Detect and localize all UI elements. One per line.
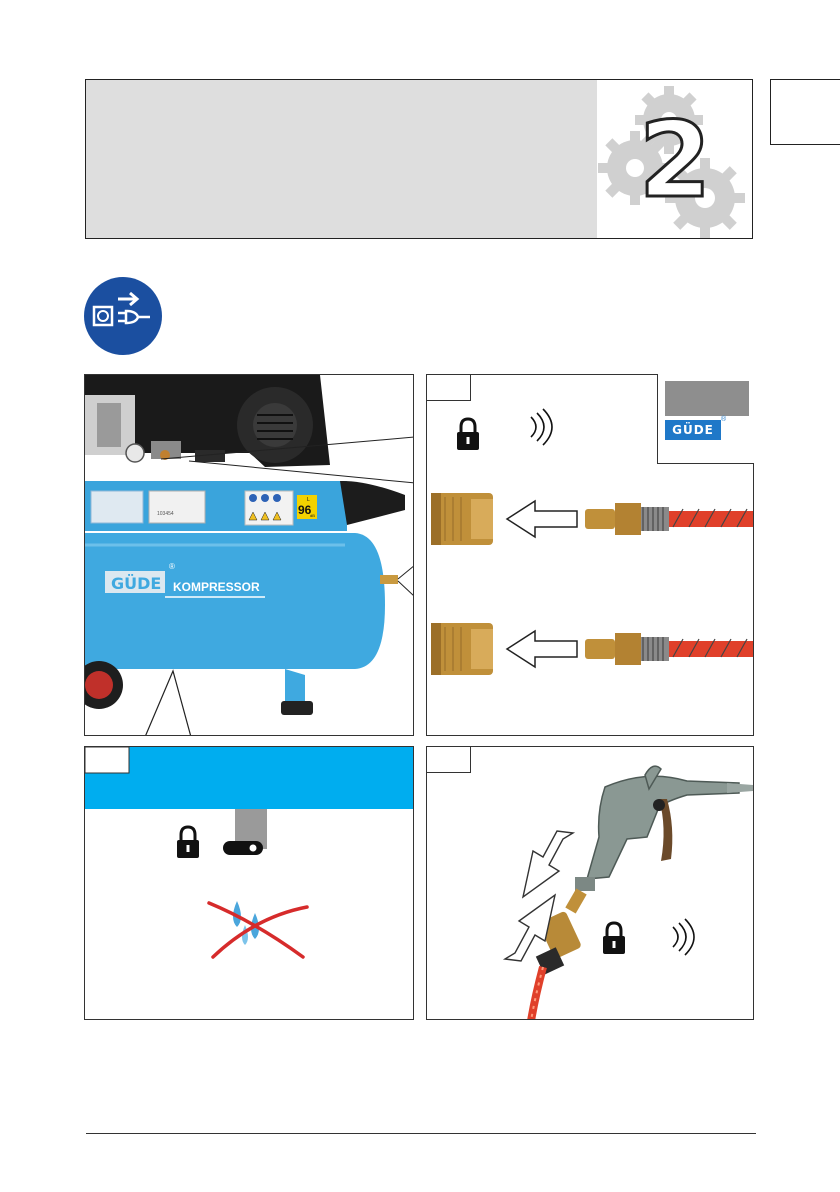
side-tab [770,79,840,145]
pressure-gauge [126,444,144,462]
male-plug-1 [585,503,754,535]
svg-text:L: L [307,497,310,503]
lock-icon [457,419,479,450]
step-number: 2 [638,99,712,221]
tank-model: KOMPRESSOR [173,580,260,594]
rating-plate-number: 103454 [157,511,174,517]
footer-rule [86,1133,756,1134]
sound-waves-icon [673,919,694,955]
compressor-tank [85,533,385,669]
step-tab [85,747,129,773]
compressor-panel [84,374,414,736]
female-coupling-1 [431,493,493,545]
tank-brand: GÜDE [111,574,162,593]
svg-text:dB: dB [310,513,315,518]
gear-icon [597,80,752,238]
svg-text:96: 96 [298,503,312,517]
sound-waves-icon [531,409,552,445]
arrow-left-icon [507,501,577,537]
logo-grey-bar [665,381,749,416]
air-gun-panel [426,746,754,1020]
drain-valve-icon [223,841,263,855]
arrow-left-icon [507,631,577,667]
logo-registered: ® [721,416,727,423]
drain-panel [84,746,414,1020]
header-gear-area [597,80,752,238]
lock-icon [177,827,199,858]
brand-logo: GÜDE [665,420,721,440]
rating-plate [91,491,143,523]
blow-gun [575,766,753,891]
female-coupling-2 [431,623,493,675]
lock-icon [603,923,625,954]
tank-bottom-band [85,747,414,809]
male-plug-2 [585,633,754,665]
unplug-mains-icon [84,277,162,355]
svg-text:®: ® [169,562,175,571]
